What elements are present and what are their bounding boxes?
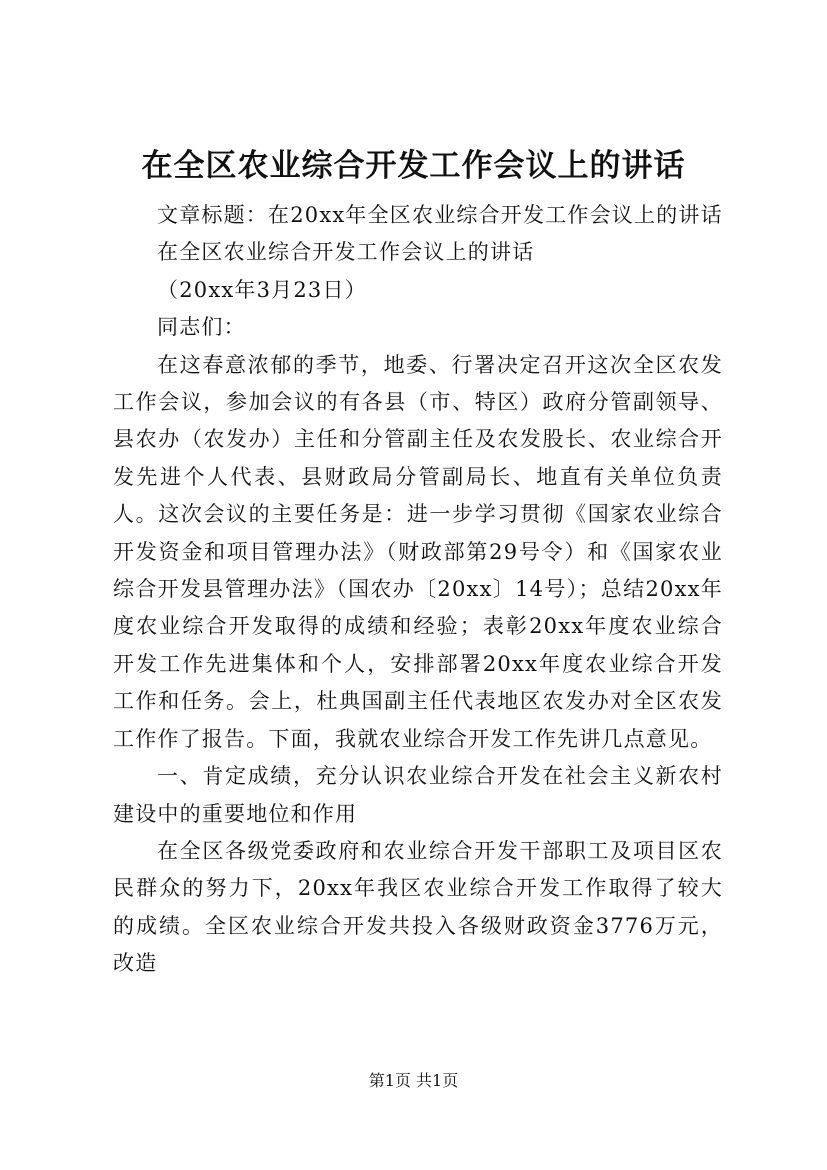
speech-title-line: 在全区农业综合开发工作会议上的讲话 [157,240,535,265]
document-title: 在全区农业综合开发工作会议上的讲话 [141,148,686,184]
article-heading-line: 文章标题：在20xx年全区农业综合开发工作会议上的讲话 [157,203,723,227]
paragraph-achievements: 在全区各级党委政府和农业综合开发干部职工及项目区农民群众的努力下，20xx年我区农业综合开发工作取得了较大的成绩。全区农业综合开发共投入各级财政资金3776万元，改造 [113,838,723,976]
document-body [113,197,723,983]
salutation: 同志们： [157,315,246,340]
page-footer: 第1页 共1页 [368,1071,459,1090]
paragraph-intro: 在这春意浓郁的季节，地委、行署决定召开这次全区农发工作会议，参加会议的有各县（市、特区）政府分管副领导、县农办（农发办）主任和分管副主任及农发股长、农业综合开发先进个人代表、县财政局分管副局长、地直有关单位负责人。这次会议的主要任务是：进一步学习贯彻《国家农业综合开发资金和项目管理办法》（财政部第29号令）和《国家农业综合开发县管理办法》（国农办〔20xx〕14号）；总结20xx年度农业综合开发取得的成绩和经验；表彰20xx年度农业综合开发工作先进集体和个人，安排部署20xx年度农业综合开发工作和任务。会上，杜典国副主任代表地区农发办对全区农发工作作了报告。下面，我就农业综合开发工作先讲几点意见。 [113,352,723,751]
section-heading-1: 一、肯定成绩，充分认识农业综合开发在社会主义新农村建设中的重要地位和作用 [113,764,723,826]
speech-date-line: （20xx年3月23日） [157,277,367,302]
